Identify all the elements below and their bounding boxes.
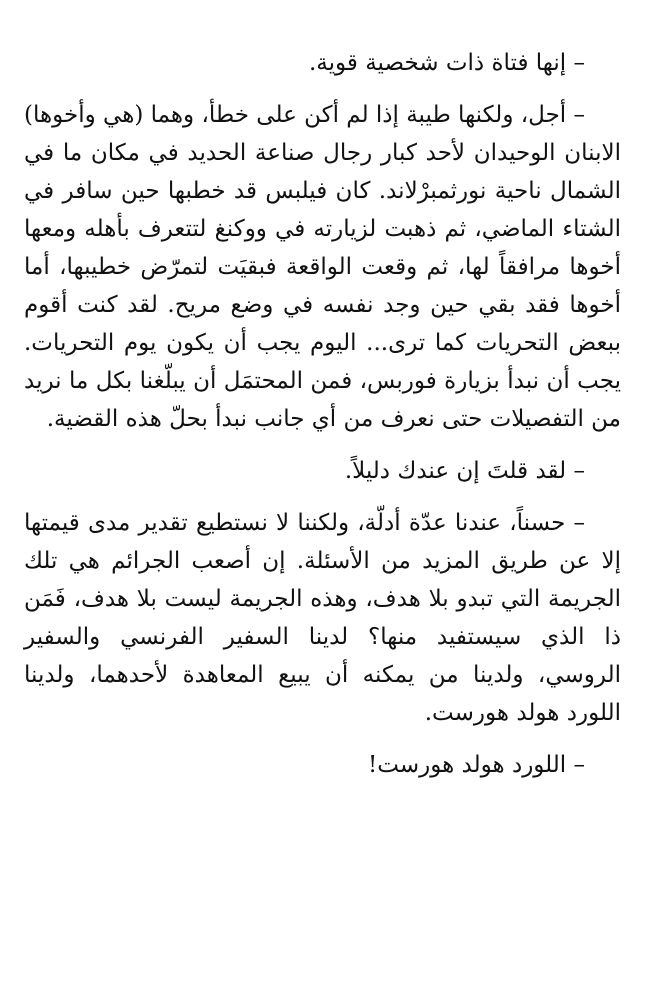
dialogue-paragraph-4: – حسناً، عندنا عدّة أدلّة، ولكننا لا نستطيع تقدير مدى قيمتها إلا عن طريق المزيد من الأسئلة. إن أصعب الجرائم هي تلك الجريمة التي تبدو بلا هدف، وهذه الجريمة ليست بلا هدف، فَمَن ذا الذي سيستفيد منها؟ لدينا السفير الفرنسي والسفير الروسي، ولدينا من يمكنه أن يبيع المعاهدة لأحدهما، ولدينا اللورد هولد هورست.	[24, 510, 621, 726]
dialogue-paragraph-1: – إنها فتاة ذات شخصية قوية.	[309, 50, 585, 76]
book-page	[24, 44, 621, 784]
dialogue-paragraph-5: – اللورد هولد هورست!	[368, 752, 585, 778]
dialogue-paragraph-2: – أجل، ولكنها طيبة إذا لم أكن على خطأ، وهما (هي وأخوها) الابنان الوحيدان لأحد كبار رجال صناعة الحديد في مكان ما في الشمال ناحية نورثمبرْلاند. كان فيلبس قد خطبها حين سافر في الشتاء الماضي، ثم ذهبت لزيارته في ووكنغ لتتعرف بأهله ومعها أخوها مرافقاً لها، ثم وقعت الواقعة فبقيَت لتمرّض خطيبها، أما أخوها فقد بقي حين وجد نفسه في وضع مريح. لقد كنت أقوم ببعض التحريات كما ترى... اليوم يجب أن يكون يوم التحريات. يجب أن نبدأ بزيارة فوربس، فمن المحتمَل أن يبلّغنا بكل ما نريد من التفصيلات حتى نعرف من أي جانب نبدأ بحلّ هذه القضية.	[24, 102, 621, 432]
dialogue-paragraph-3: – لقد قلتَ إن عندك دليلاً.	[344, 458, 585, 484]
